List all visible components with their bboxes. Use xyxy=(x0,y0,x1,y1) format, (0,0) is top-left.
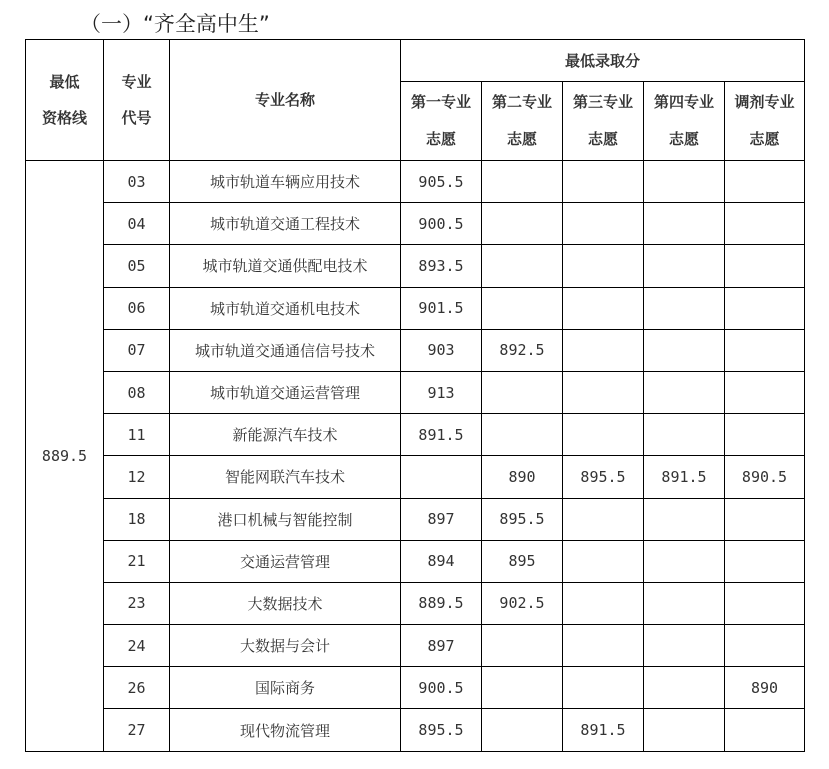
score-cell: 897 xyxy=(401,498,482,540)
header-choice-2: 第二专业 志愿 xyxy=(482,82,563,161)
major-name: 城市轨道交通工程技术 xyxy=(170,203,401,245)
score-cell xyxy=(644,203,725,245)
major-code: 06 xyxy=(104,287,170,329)
score-cell: 902.5 xyxy=(482,582,563,624)
table-row xyxy=(26,414,805,456)
score-cell xyxy=(563,287,644,329)
score-cell: 897 xyxy=(401,625,482,667)
score-cell xyxy=(482,709,563,751)
major-name: 城市轨道车辆应用技术 xyxy=(170,161,401,203)
score-cell xyxy=(725,203,805,245)
score-cell xyxy=(482,161,563,203)
score-cell xyxy=(563,414,644,456)
score-cell: 895.5 xyxy=(563,456,644,498)
admission-score-table xyxy=(25,39,805,752)
score-cell: 895.5 xyxy=(401,709,482,751)
score-cell: 905.5 xyxy=(401,161,482,203)
header-major-code: 专业 代号 xyxy=(104,40,170,161)
table-row xyxy=(26,582,805,624)
score-cell xyxy=(563,203,644,245)
major-name: 城市轨道交通机电技术 xyxy=(170,287,401,329)
score-cell xyxy=(482,667,563,709)
major-code: 08 xyxy=(104,371,170,413)
score-cell xyxy=(482,414,563,456)
header-choice-4: 第四专业 志愿 xyxy=(644,82,725,161)
score-cell: 891.5 xyxy=(401,414,482,456)
score-cell xyxy=(644,329,725,371)
score-cell xyxy=(644,414,725,456)
major-code: 27 xyxy=(104,709,170,751)
score-cell xyxy=(563,540,644,582)
table-row xyxy=(26,245,805,287)
table-row xyxy=(26,498,805,540)
major-code: 26 xyxy=(104,667,170,709)
major-code: 24 xyxy=(104,625,170,667)
major-name: 城市轨道交通通信信号技术 xyxy=(170,329,401,371)
major-name: 城市轨道交通供配电技术 xyxy=(170,245,401,287)
score-cell xyxy=(482,625,563,667)
score-cell xyxy=(725,245,805,287)
score-cell xyxy=(482,287,563,329)
score-cell xyxy=(725,540,805,582)
table-row xyxy=(26,625,805,667)
score-cell xyxy=(644,498,725,540)
major-code: 21 xyxy=(104,540,170,582)
major-name: 现代物流管理 xyxy=(170,709,401,751)
score-cell: 891.5 xyxy=(644,456,725,498)
score-cell xyxy=(644,582,725,624)
score-cell xyxy=(563,329,644,371)
score-cell xyxy=(482,245,563,287)
score-cell xyxy=(644,709,725,751)
score-cell: 893.5 xyxy=(401,245,482,287)
major-code: 12 xyxy=(104,456,170,498)
header-min-line: 最低 资格线 xyxy=(26,40,104,161)
header-min-score: 最低录取分 xyxy=(401,40,805,82)
major-code: 11 xyxy=(104,414,170,456)
table-row xyxy=(26,456,805,498)
score-cell xyxy=(725,329,805,371)
score-cell: 890 xyxy=(482,456,563,498)
score-cell xyxy=(725,414,805,456)
score-cell xyxy=(563,161,644,203)
header-choice-1: 第一专业 志愿 xyxy=(401,82,482,161)
score-cell: 913 xyxy=(401,371,482,413)
table-row xyxy=(26,287,805,329)
score-cell: 895.5 xyxy=(482,498,563,540)
table-row xyxy=(26,203,805,245)
score-cell xyxy=(644,540,725,582)
score-cell xyxy=(401,456,482,498)
table-row xyxy=(26,667,805,709)
score-cell xyxy=(563,245,644,287)
score-cell xyxy=(482,371,563,413)
table-row xyxy=(26,329,805,371)
major-name: 城市轨道交通运营管理 xyxy=(170,371,401,413)
score-cell xyxy=(725,709,805,751)
score-cell: 900.5 xyxy=(401,203,482,245)
score-cell xyxy=(644,287,725,329)
score-cell: 895 xyxy=(482,540,563,582)
score-cell xyxy=(644,161,725,203)
major-name: 交通运营管理 xyxy=(170,540,401,582)
score-cell xyxy=(725,287,805,329)
score-cell xyxy=(644,245,725,287)
table-row xyxy=(26,371,805,413)
header-choice-3: 第三专业 志愿 xyxy=(563,82,644,161)
major-name: 国际商务 xyxy=(170,667,401,709)
header-major-name: 专业名称 xyxy=(170,40,401,161)
score-cell: 889.5 xyxy=(401,582,482,624)
major-name: 大数据技术 xyxy=(170,582,401,624)
major-name: 大数据与会计 xyxy=(170,625,401,667)
major-code: 04 xyxy=(104,203,170,245)
score-cell xyxy=(644,625,725,667)
score-cell: 900.5 xyxy=(401,667,482,709)
score-cell: 890 xyxy=(725,667,805,709)
major-name: 新能源汽车技术 xyxy=(170,414,401,456)
table-row xyxy=(26,161,805,203)
score-cell xyxy=(563,371,644,413)
score-cell xyxy=(725,625,805,667)
score-cell xyxy=(725,161,805,203)
score-cell: 894 xyxy=(401,540,482,582)
major-code: 07 xyxy=(104,329,170,371)
min-line-value: 889.5 xyxy=(26,161,104,752)
score-cell xyxy=(482,203,563,245)
score-cell: 903 xyxy=(401,329,482,371)
score-cell: 890.5 xyxy=(725,456,805,498)
score-cell xyxy=(563,667,644,709)
header-choice-adjust: 调剂专业 志愿 xyxy=(725,82,805,161)
major-code: 23 xyxy=(104,582,170,624)
major-code: 03 xyxy=(104,161,170,203)
major-name: 智能网联汽车技术 xyxy=(170,456,401,498)
score-cell xyxy=(725,371,805,413)
table-row xyxy=(26,540,805,582)
score-cell xyxy=(725,498,805,540)
section-heading: （一）“齐全高中生” xyxy=(80,12,270,36)
score-cell: 892.5 xyxy=(482,329,563,371)
score-cell xyxy=(725,582,805,624)
table-row xyxy=(26,709,805,751)
major-code: 05 xyxy=(104,245,170,287)
score-cell xyxy=(644,371,725,413)
score-cell xyxy=(563,498,644,540)
score-cell xyxy=(563,582,644,624)
score-cell xyxy=(644,667,725,709)
score-cell: 901.5 xyxy=(401,287,482,329)
major-name: 港口机械与智能控制 xyxy=(170,498,401,540)
score-cell: 891.5 xyxy=(563,709,644,751)
major-code: 18 xyxy=(104,498,170,540)
score-cell xyxy=(563,625,644,667)
